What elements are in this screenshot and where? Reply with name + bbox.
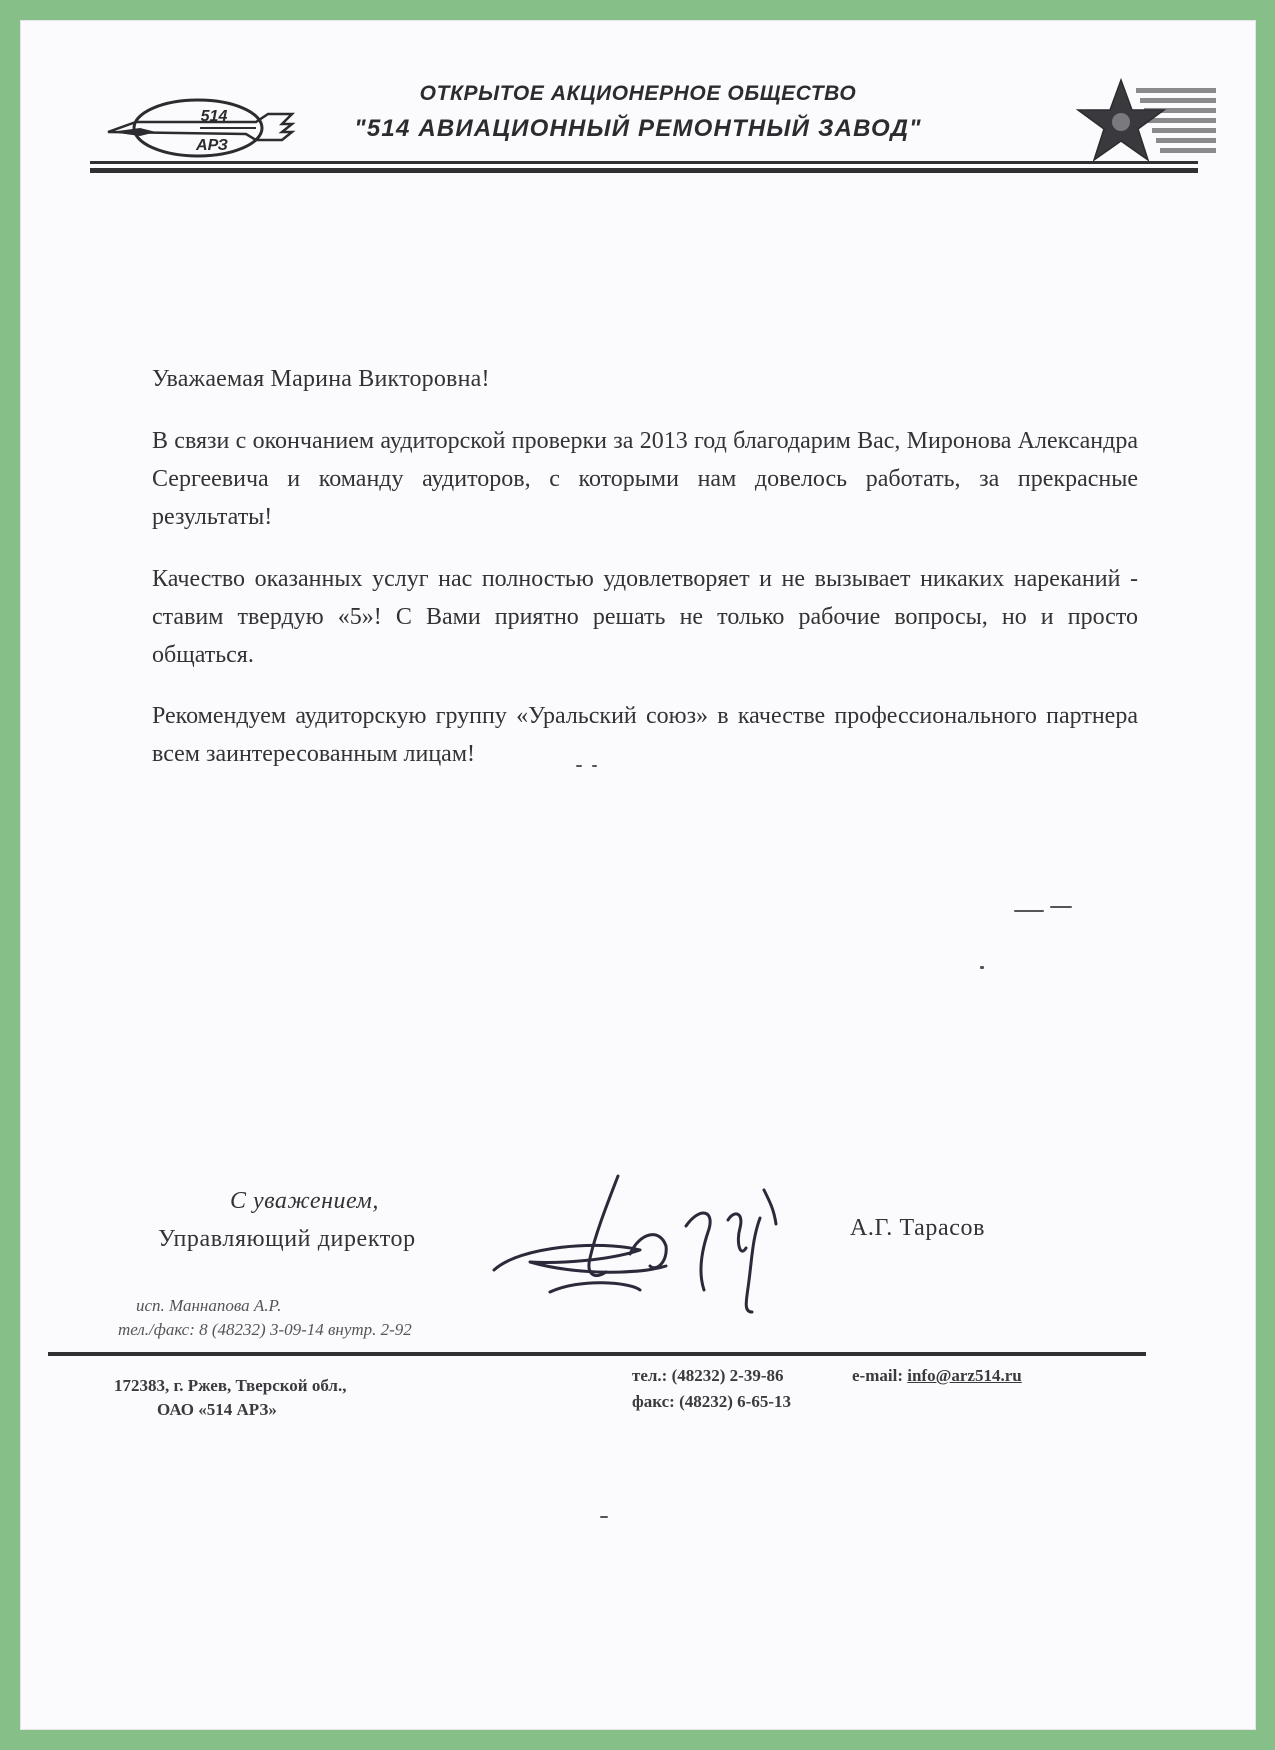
letter-page: [20, 20, 1256, 1730]
org-type: ОТКРЫТОЕ АКЦИОНЕРНОЕ ОБЩЕСТВО: [419, 82, 857, 105]
logo-text-top: 514: [200, 108, 228, 125]
footer-address: 172383, г. Ржев, Тверской обл.,: [114, 1376, 347, 1395]
footer-email: [852, 1366, 1022, 1386]
salutation: Уважаемая Марина Викторовна!: [152, 366, 490, 392]
scan-speck: [576, 765, 582, 767]
header-rule-thick: [90, 168, 1198, 173]
footer-phone: тел.: (48232) 2-39-86: [632, 1366, 784, 1385]
scan-speck: [600, 1516, 608, 1518]
footer-company: ОАО «514 АРЗ»: [157, 1400, 277, 1419]
email-label: e-mail:: [852, 1366, 908, 1385]
handwritten-signature: [490, 1162, 850, 1342]
paragraph: В связи с окончанием аудиторской проверки за 2013 год благодарим Вас, Миронова Александра Сергеевича и команду аудиторов, с которыми нам довелось работать, за прекрасные результаты!: [152, 428, 1138, 530]
paragraph: Качество оказанных услуг нас полностью удовлетворяет и не вызывает никаких нареканий - ставим твердую «5»! С Вами приятно решать не только рабочие вопросы, но и просто общаться.: [152, 566, 1138, 668]
header-rule: [90, 161, 1198, 164]
scan-speck: [1050, 906, 1072, 908]
scan-speck: [1014, 910, 1044, 912]
signer-position: Управляющий директор: [158, 1226, 416, 1252]
star-icon: [1066, 74, 1216, 166]
executor: исп. Маннапова А.Р.: [136, 1296, 282, 1315]
footer-rule: [48, 1352, 1146, 1356]
org-name: "514 АВИАЦИОННЫЙ РЕМОНТНЫЙ ЗАВОД": [354, 115, 922, 142]
paragraph: Рекомендуем аудиторскую группу «Уральский союз» в качестве профессионального партнера всем заинтересованным лицам!: [152, 703, 1138, 767]
scan-speck: [980, 966, 984, 969]
logo-text-bottom: АРЗ: [196, 137, 228, 154]
executor-phone: тел./факс: 8 (48232) 3-09-14 внутр. 2-92: [118, 1320, 412, 1339]
signer-name: А.Г. Тарасов: [850, 1215, 986, 1241]
scan-speck: [592, 765, 597, 767]
email-link[interactable]: info@arz514.ru: [907, 1366, 1022, 1385]
closing: С уважением,: [230, 1188, 379, 1214]
footer-fax: факс: (48232) 6-65-13: [632, 1392, 791, 1411]
